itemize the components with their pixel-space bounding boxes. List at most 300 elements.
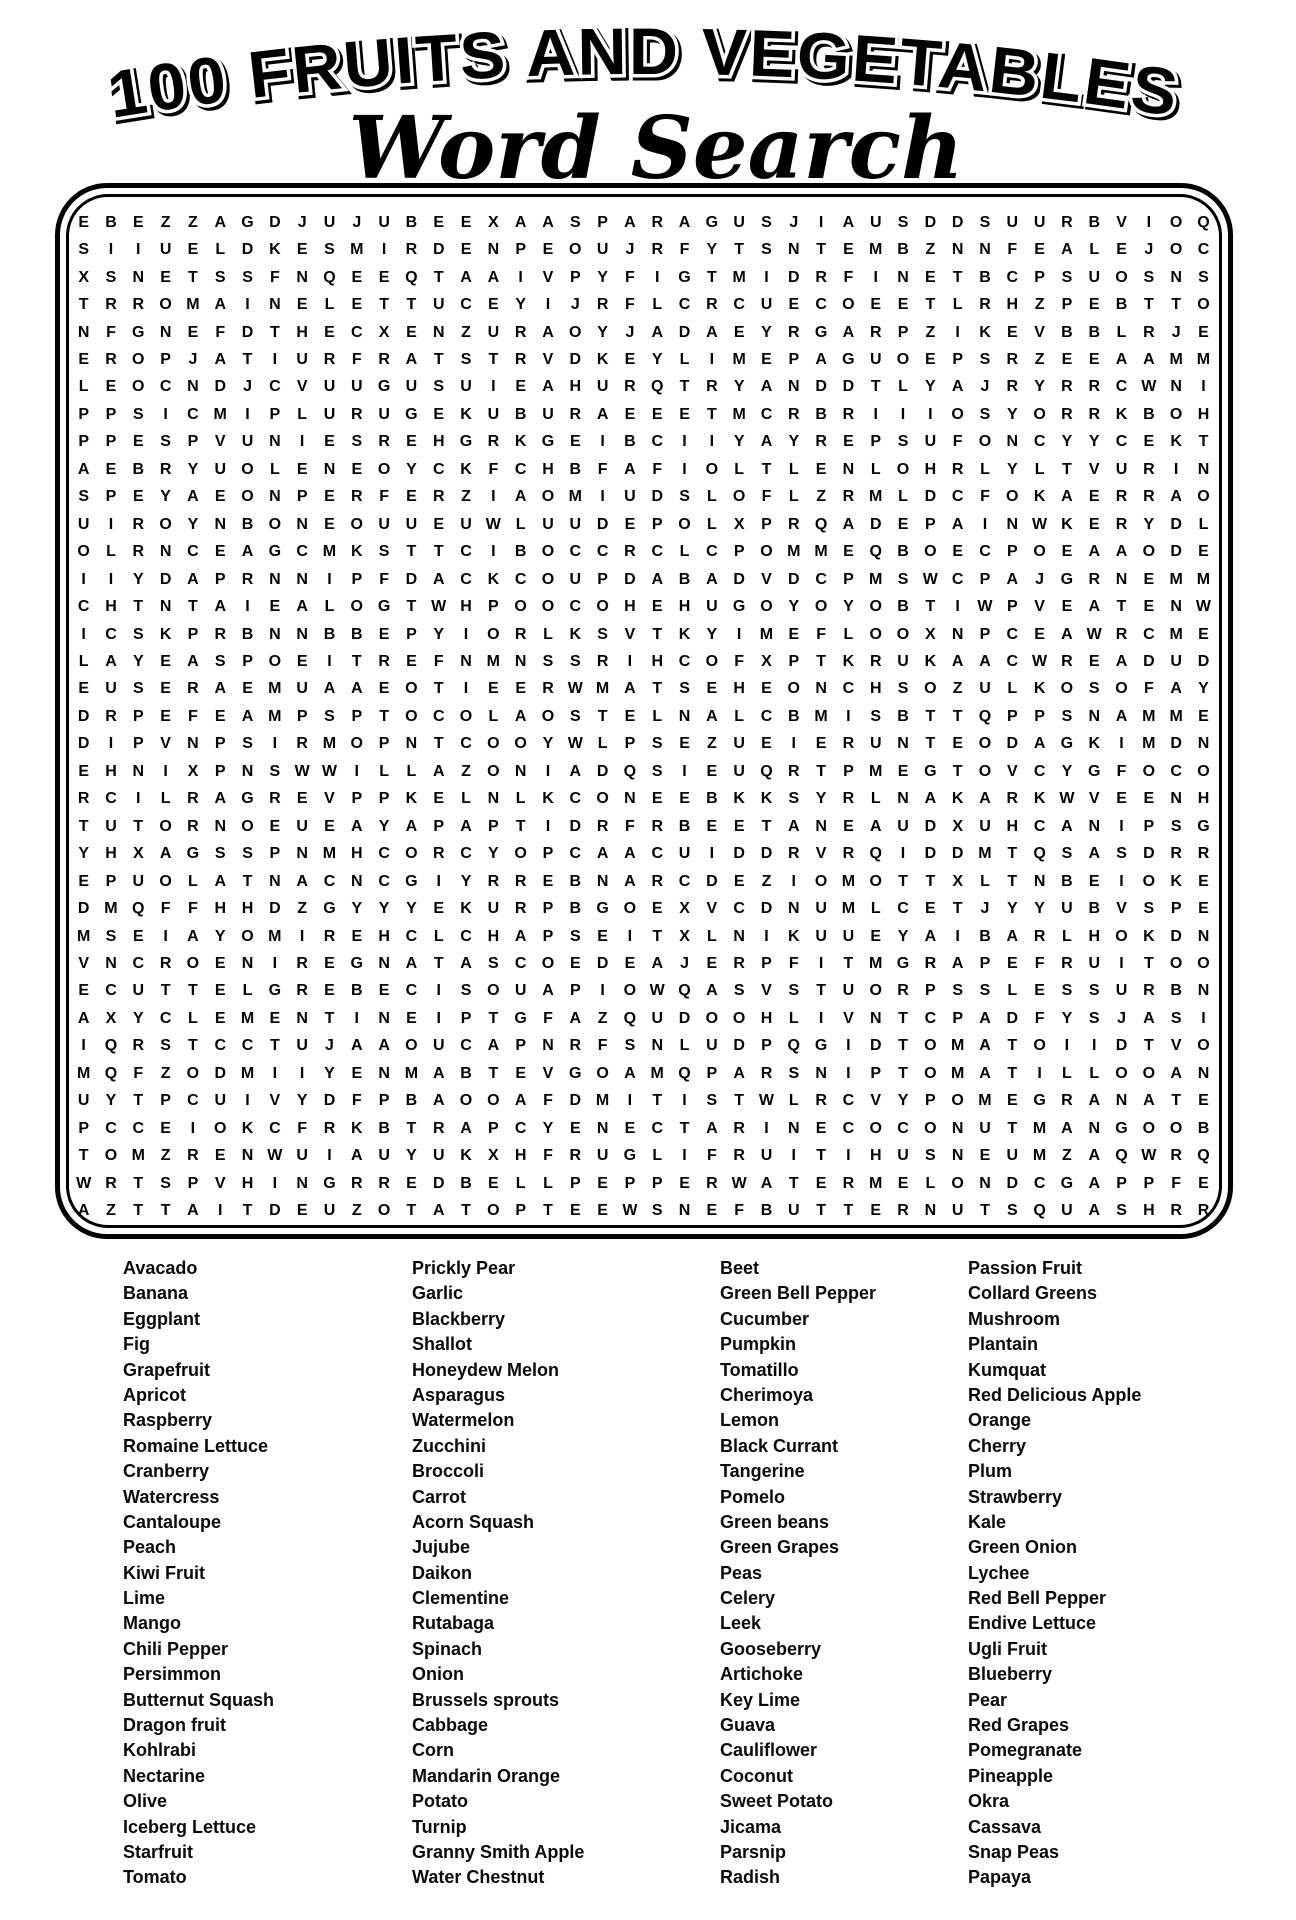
grid-letter: F bbox=[1171, 1174, 1182, 1192]
grid-letter: Z bbox=[925, 323, 936, 341]
grid-letter: D bbox=[269, 1202, 281, 1220]
grid-letter: S bbox=[979, 213, 991, 231]
grid-letter: C bbox=[405, 927, 418, 945]
grid-letter: T bbox=[433, 735, 444, 753]
grid-letter: U bbox=[323, 378, 336, 396]
grid-letter: O bbox=[541, 598, 555, 616]
grid-letter: A bbox=[514, 488, 527, 506]
grid-letter: I bbox=[846, 1147, 851, 1165]
grid-letter: O bbox=[705, 460, 719, 478]
grid-letter: C bbox=[378, 845, 390, 863]
grid-letter: P bbox=[105, 488, 117, 506]
grid-letter: R bbox=[651, 213, 663, 231]
grid-letter: I bbox=[1201, 1009, 1206, 1027]
grid-letter: N bbox=[77, 323, 90, 341]
grid-letter: B bbox=[378, 1119, 390, 1137]
grid-letter: M bbox=[1142, 735, 1156, 753]
grid-letter: K bbox=[760, 790, 773, 808]
grid-letter: Z bbox=[461, 488, 471, 506]
grid-letter: L bbox=[1089, 1064, 1100, 1082]
grid-letter: S bbox=[105, 927, 117, 945]
grid-letter: H bbox=[378, 927, 390, 945]
grid-letter: X bbox=[105, 1009, 117, 1027]
grid-letter: A bbox=[624, 680, 636, 698]
grid-letter: U bbox=[77, 1092, 90, 1110]
grid-letter: R bbox=[1061, 213, 1073, 231]
grid-letter: T bbox=[952, 762, 963, 780]
grid-letter: O bbox=[705, 1009, 719, 1027]
grid-letter: M bbox=[240, 1064, 255, 1082]
word-column-4 bbox=[968, 1256, 1141, 1891]
grid-letter: Z bbox=[952, 680, 963, 698]
grid-letter: Q bbox=[323, 268, 336, 286]
grid-letter: T bbox=[1007, 1119, 1018, 1137]
grid-letter: H bbox=[241, 1174, 254, 1192]
grid-letter: A bbox=[1115, 707, 1128, 725]
grid-letter: N bbox=[269, 872, 281, 890]
word-item: Endive Lettuce bbox=[968, 1613, 1097, 1634]
grid-letter: L bbox=[515, 515, 526, 533]
word-item: Cabbage bbox=[412, 1715, 489, 1736]
grid-letter: G bbox=[241, 213, 254, 231]
grid-letter: R bbox=[842, 405, 855, 423]
grid-letter: C bbox=[514, 460, 527, 478]
grid-letter: P bbox=[78, 433, 89, 451]
grid-letter: U bbox=[1006, 1147, 1019, 1165]
grid-letter: N bbox=[951, 625, 964, 643]
grid-letter: I bbox=[955, 598, 960, 616]
grid-letter: U bbox=[596, 1147, 609, 1165]
grid-letter: T bbox=[269, 1037, 280, 1055]
grid-letter: A bbox=[296, 872, 308, 890]
grid-letter: O bbox=[1006, 488, 1019, 506]
grid-letter: K bbox=[269, 241, 281, 259]
grid-letter: K bbox=[733, 790, 745, 808]
grid-letter: I bbox=[163, 927, 168, 945]
grid-letter: I bbox=[1119, 817, 1124, 835]
word-item: Leek bbox=[720, 1613, 762, 1634]
grid-letter: E bbox=[624, 1119, 636, 1137]
grid-letter: O bbox=[159, 817, 172, 835]
grid-letter: E bbox=[433, 900, 445, 918]
grid-letter: P bbox=[843, 762, 854, 780]
grid-letter: N bbox=[105, 954, 117, 972]
grid-letter: R bbox=[733, 954, 745, 972]
grid-letter: E bbox=[1061, 598, 1073, 616]
grid-row bbox=[70, 236, 1218, 263]
grid-letter: E bbox=[433, 790, 445, 808]
grid-letter: R bbox=[788, 845, 800, 863]
grid-letter: K bbox=[951, 790, 964, 808]
grid-letter: A bbox=[77, 1202, 90, 1220]
grid-letter: O bbox=[1033, 543, 1046, 561]
grid-letter: W bbox=[758, 1092, 775, 1110]
grid-letter: P bbox=[952, 1009, 963, 1027]
grid-letter: J bbox=[980, 900, 990, 918]
grid-letter: N bbox=[869, 1009, 882, 1027]
grid-letter: I bbox=[545, 296, 551, 314]
grid-letter: S bbox=[651, 1202, 663, 1220]
grid-letter: E bbox=[1006, 323, 1018, 341]
word-item: Red Delicious Apple bbox=[968, 1384, 1142, 1405]
grid-row bbox=[70, 840, 1218, 867]
grid-letter: B bbox=[678, 570, 691, 588]
grid-letter: M bbox=[350, 241, 364, 259]
word-item: Daikon bbox=[412, 1562, 473, 1583]
grid-letter: A bbox=[951, 378, 964, 396]
grid-letter: G bbox=[1060, 570, 1074, 588]
grid-letter: U bbox=[760, 1147, 773, 1165]
grid-letter: R bbox=[1061, 378, 1073, 396]
grid-letter: I bbox=[217, 1202, 223, 1220]
grid-letter: O bbox=[213, 1119, 227, 1137]
grid-letter: S bbox=[460, 982, 472, 1000]
grid-letter: N bbox=[296, 570, 308, 588]
grid-letter: E bbox=[78, 872, 89, 890]
grid-letter: R bbox=[651, 241, 663, 259]
grid-letter: C bbox=[405, 982, 418, 1000]
grid-letter: I bbox=[272, 735, 278, 753]
grid-letter: E bbox=[78, 680, 89, 698]
grid-letter: E bbox=[679, 1174, 690, 1192]
grid-letter: T bbox=[898, 1037, 908, 1055]
grid-letter: P bbox=[78, 405, 89, 423]
word-item: Peach bbox=[123, 1537, 177, 1558]
grid-letter: P bbox=[979, 954, 991, 972]
grid-letter: K bbox=[1033, 488, 1046, 506]
word-item: Eggplant bbox=[123, 1308, 200, 1329]
grid-letter: W bbox=[321, 762, 338, 780]
grid-letter: D bbox=[77, 707, 90, 725]
grid-letter: I bbox=[846, 1064, 851, 1082]
grid-letter: R bbox=[569, 405, 582, 423]
grid-letter: P bbox=[351, 707, 363, 725]
grid-letter: L bbox=[843, 625, 854, 643]
grid-letter: B bbox=[1088, 900, 1100, 918]
grid-letter: C bbox=[159, 1009, 172, 1027]
word-item: Strawberry bbox=[968, 1486, 1063, 1507]
grid-letter: D bbox=[924, 213, 937, 231]
grid-letter: N bbox=[788, 900, 800, 918]
grid-letter: O bbox=[1115, 680, 1128, 698]
grid-letter: I bbox=[436, 872, 441, 890]
grid-letter: T bbox=[433, 543, 444, 561]
grid-letter: E bbox=[597, 1202, 608, 1220]
grid-letter: C bbox=[214, 1037, 226, 1055]
grid-letter: L bbox=[788, 1009, 799, 1027]
grid-letter: E bbox=[761, 735, 772, 753]
grid-letter: E bbox=[324, 515, 335, 533]
grid-letter: U bbox=[842, 927, 855, 945]
word-item: Turnip bbox=[412, 1816, 467, 1837]
grid-letter: S bbox=[761, 241, 772, 259]
grid-letter: V bbox=[296, 378, 308, 396]
grid-letter: A bbox=[460, 954, 472, 972]
grid-letter: U bbox=[1088, 954, 1100, 972]
grid-letter: J bbox=[680, 954, 689, 972]
word-item: Honeydew Melon bbox=[412, 1359, 560, 1380]
grid-letter: F bbox=[706, 1147, 717, 1165]
grid-letter: S bbox=[433, 378, 445, 396]
grid-letter: C bbox=[1033, 433, 1046, 451]
grid-letter: F bbox=[625, 296, 635, 314]
grid-letter: G bbox=[814, 1037, 828, 1055]
grid-letter: M bbox=[76, 1064, 91, 1082]
word-item: Kiwi Fruit bbox=[123, 1562, 205, 1583]
grid-letter: Q bbox=[650, 378, 664, 396]
grid-letter: E bbox=[1006, 954, 1018, 972]
grid-letter: Q bbox=[1115, 1147, 1128, 1165]
grid-letter: E bbox=[269, 598, 281, 616]
grid-letter: Y bbox=[1143, 515, 1155, 533]
grid-letter: J bbox=[188, 350, 198, 368]
grid-letter: Y bbox=[132, 570, 144, 588]
grid-letter: G bbox=[405, 405, 418, 423]
grid-letter: U bbox=[979, 680, 991, 698]
grid-letter: D bbox=[569, 350, 582, 368]
grid-letter: E bbox=[1143, 598, 1155, 616]
grid-letter: H bbox=[869, 680, 882, 698]
grid-letter: T bbox=[1171, 1092, 1182, 1110]
grid-letter: E bbox=[679, 735, 690, 753]
grid-letter: X bbox=[679, 927, 690, 945]
grid-letter: E bbox=[706, 817, 718, 835]
grid-letter: A bbox=[432, 762, 445, 780]
grid-letter: E bbox=[160, 680, 171, 698]
grid-letter: O bbox=[951, 1092, 964, 1110]
word-item: Papaya bbox=[968, 1867, 1032, 1888]
grid-letter: L bbox=[706, 515, 717, 533]
grid-letter: S bbox=[870, 707, 882, 725]
grid-letter: B bbox=[460, 1064, 472, 1082]
grid-letter: L bbox=[379, 762, 389, 780]
grid-letter: R bbox=[1006, 378, 1019, 396]
grid-letter: O bbox=[1169, 1119, 1183, 1137]
grid-letter: Q bbox=[104, 1037, 118, 1055]
grid-letter: R bbox=[514, 872, 527, 890]
grid-letter: E bbox=[1088, 872, 1100, 890]
grid-letter: S bbox=[788, 982, 800, 1000]
grid-letter: L bbox=[679, 1037, 690, 1055]
grid-letter: Y bbox=[1006, 900, 1018, 918]
grid-letter: W bbox=[922, 570, 938, 588]
grid-letter: K bbox=[351, 1119, 363, 1137]
grid-letter: E bbox=[160, 652, 171, 670]
grid-letter: H bbox=[678, 598, 691, 616]
title-subheading: Word Search bbox=[348, 98, 964, 199]
grid-letter: E bbox=[460, 213, 472, 231]
grid-letter: Y bbox=[460, 872, 472, 890]
grid-letter: U bbox=[378, 515, 390, 533]
grid-letter: C bbox=[815, 296, 827, 314]
grid-letter: O bbox=[350, 735, 363, 753]
grid-letter: K bbox=[487, 570, 500, 588]
word-item: Lime bbox=[123, 1588, 166, 1609]
grid-letter: T bbox=[952, 900, 963, 918]
grid-letter: F bbox=[488, 460, 499, 478]
grid-letter: N bbox=[979, 1174, 991, 1192]
grid-letter: U bbox=[296, 680, 308, 698]
grid-letter: N bbox=[897, 735, 909, 753]
grid-letter: A bbox=[214, 598, 226, 616]
grid-letter: A bbox=[706, 570, 718, 588]
grid-letter: E bbox=[925, 350, 936, 368]
grid-letter: L bbox=[297, 405, 308, 423]
grid-letter: S bbox=[460, 350, 472, 368]
grid-letter: N bbox=[979, 241, 991, 259]
grid-letter: C bbox=[460, 845, 472, 863]
grid-letter: J bbox=[980, 378, 990, 396]
grid-letter: Z bbox=[1062, 1147, 1072, 1165]
grid-letter: P bbox=[597, 213, 608, 231]
grid-letter: N bbox=[514, 652, 527, 670]
grid-letter: P bbox=[433, 817, 445, 835]
grid-row bbox=[70, 1033, 1218, 1060]
grid-letter: W bbox=[731, 1174, 747, 1192]
grid-letter: B bbox=[1088, 213, 1100, 231]
grid-letter: B bbox=[1197, 1119, 1210, 1137]
grid-letter: B bbox=[706, 790, 718, 808]
grid-letter: O bbox=[869, 1119, 882, 1137]
grid-letter: C bbox=[1143, 625, 1155, 643]
grid-letter: M bbox=[950, 1064, 965, 1082]
grid-letter: R bbox=[378, 350, 390, 368]
grid-letter: E bbox=[406, 433, 417, 451]
grid-letter: V bbox=[761, 982, 772, 1000]
grid-letter: I bbox=[900, 845, 906, 863]
grid-letter: B bbox=[569, 900, 582, 918]
grid-letter: K bbox=[678, 625, 691, 643]
word-item: Okra bbox=[968, 1791, 1010, 1812]
grid-letter: F bbox=[543, 1147, 553, 1165]
grid-letter: C bbox=[979, 543, 991, 561]
grid-letter: R bbox=[760, 1064, 773, 1082]
grid-letter: E bbox=[351, 927, 363, 945]
grid-letter: B bbox=[1170, 982, 1182, 1000]
grid-letter: N bbox=[1088, 707, 1100, 725]
grid-letter: B bbox=[678, 817, 691, 835]
grid-letter: T bbox=[925, 707, 936, 725]
grid-letter: U bbox=[1088, 268, 1100, 286]
grid-letter: V bbox=[1034, 323, 1045, 341]
grid-letter: R bbox=[1006, 790, 1019, 808]
grid-letter: O bbox=[569, 241, 582, 259]
grid-row bbox=[70, 401, 1218, 428]
grid-letter: R bbox=[187, 1147, 199, 1165]
grid-letter: D bbox=[733, 1037, 745, 1055]
grid-letter: O bbox=[978, 735, 992, 753]
grid-letter: O bbox=[596, 790, 609, 808]
grid-letter: V bbox=[624, 625, 636, 643]
grid-letter: T bbox=[1143, 1037, 1154, 1055]
grid-letter: R bbox=[105, 350, 117, 368]
grid-letter: H bbox=[296, 323, 308, 341]
grid-letter: S bbox=[1006, 1202, 1018, 1220]
grid-letter: I bbox=[190, 1119, 196, 1137]
grid-letter: U bbox=[460, 515, 472, 533]
grid-letter: X bbox=[952, 817, 963, 835]
grid-letter: N bbox=[596, 872, 609, 890]
grid-letter: C bbox=[1006, 625, 1019, 643]
grid-letter: T bbox=[188, 982, 198, 1000]
grid-letter: F bbox=[625, 268, 635, 286]
grid-letter: A bbox=[951, 652, 964, 670]
grid-letter: U bbox=[378, 405, 390, 423]
grid-letter: O bbox=[705, 652, 719, 670]
grid-letter: U bbox=[733, 213, 745, 231]
grid-letter: T bbox=[679, 1119, 690, 1137]
grid-letter: N bbox=[159, 598, 172, 616]
grid-letter: A bbox=[1061, 625, 1073, 643]
grid-letter: U bbox=[897, 652, 909, 670]
grid-letter: E bbox=[351, 268, 363, 286]
grid-letter: Z bbox=[297, 900, 308, 918]
grid-letter: I bbox=[982, 515, 988, 533]
grid-letter: U bbox=[596, 241, 609, 259]
grid-letter: E bbox=[460, 241, 472, 259]
grid-letter: U bbox=[214, 460, 226, 478]
grid-letter: A bbox=[1088, 1202, 1100, 1220]
grid-letter: E bbox=[1061, 350, 1073, 368]
grid-letter: E bbox=[132, 433, 144, 451]
grid-letter: P bbox=[979, 625, 991, 643]
grid-letter: R bbox=[897, 982, 909, 1000]
grid-letter: K bbox=[924, 652, 937, 670]
grid-letter: A bbox=[432, 1064, 445, 1082]
grid-letter: O bbox=[487, 762, 500, 780]
grid-letter: A bbox=[1115, 543, 1128, 561]
grid-letter: A bbox=[432, 1202, 445, 1220]
grid-letter: C bbox=[241, 1037, 254, 1055]
grid-letter: M bbox=[869, 954, 883, 972]
page-title bbox=[0, 0, 1296, 200]
grid-letter: I bbox=[818, 1009, 824, 1027]
grid-letter: R bbox=[514, 900, 527, 918]
grid-letter: D bbox=[733, 570, 745, 588]
grid-letter: G bbox=[678, 268, 691, 286]
grid-letter: Y bbox=[1034, 900, 1045, 918]
grid-letter: C bbox=[105, 982, 117, 1000]
grid-letter: R bbox=[842, 790, 855, 808]
grid-letter: A bbox=[351, 680, 363, 698]
grid-letter: S bbox=[761, 213, 772, 231]
grid-letter: I bbox=[545, 817, 551, 835]
grid-letter: A bbox=[1088, 1092, 1100, 1110]
grid-letter: P bbox=[979, 570, 991, 588]
grid-letter: Y bbox=[132, 652, 144, 670]
grid-letter: V bbox=[160, 735, 171, 753]
grid-letter: O bbox=[896, 625, 910, 643]
grid-letter: L bbox=[160, 790, 171, 808]
grid-letter: O bbox=[596, 1064, 609, 1082]
grid-letter: E bbox=[269, 1009, 281, 1027]
grid-letter: H bbox=[241, 900, 254, 918]
grid-letter: F bbox=[734, 652, 745, 670]
grid-letter: N bbox=[378, 1009, 390, 1027]
grid-row bbox=[70, 566, 1218, 593]
grid-letter: A bbox=[214, 680, 226, 698]
grid-letter: D bbox=[760, 900, 773, 918]
grid-letter: F bbox=[1034, 954, 1045, 972]
grid-letter: Q bbox=[787, 1037, 800, 1055]
grid-letter: G bbox=[569, 1064, 582, 1082]
grid-row bbox=[70, 456, 1218, 483]
grid-letter: O bbox=[1115, 1064, 1128, 1082]
grid-letter: A bbox=[869, 817, 882, 835]
grid-letter: Z bbox=[160, 1147, 171, 1165]
grid-letter: N bbox=[1170, 378, 1182, 396]
grid-letter: I bbox=[1091, 1037, 1097, 1055]
